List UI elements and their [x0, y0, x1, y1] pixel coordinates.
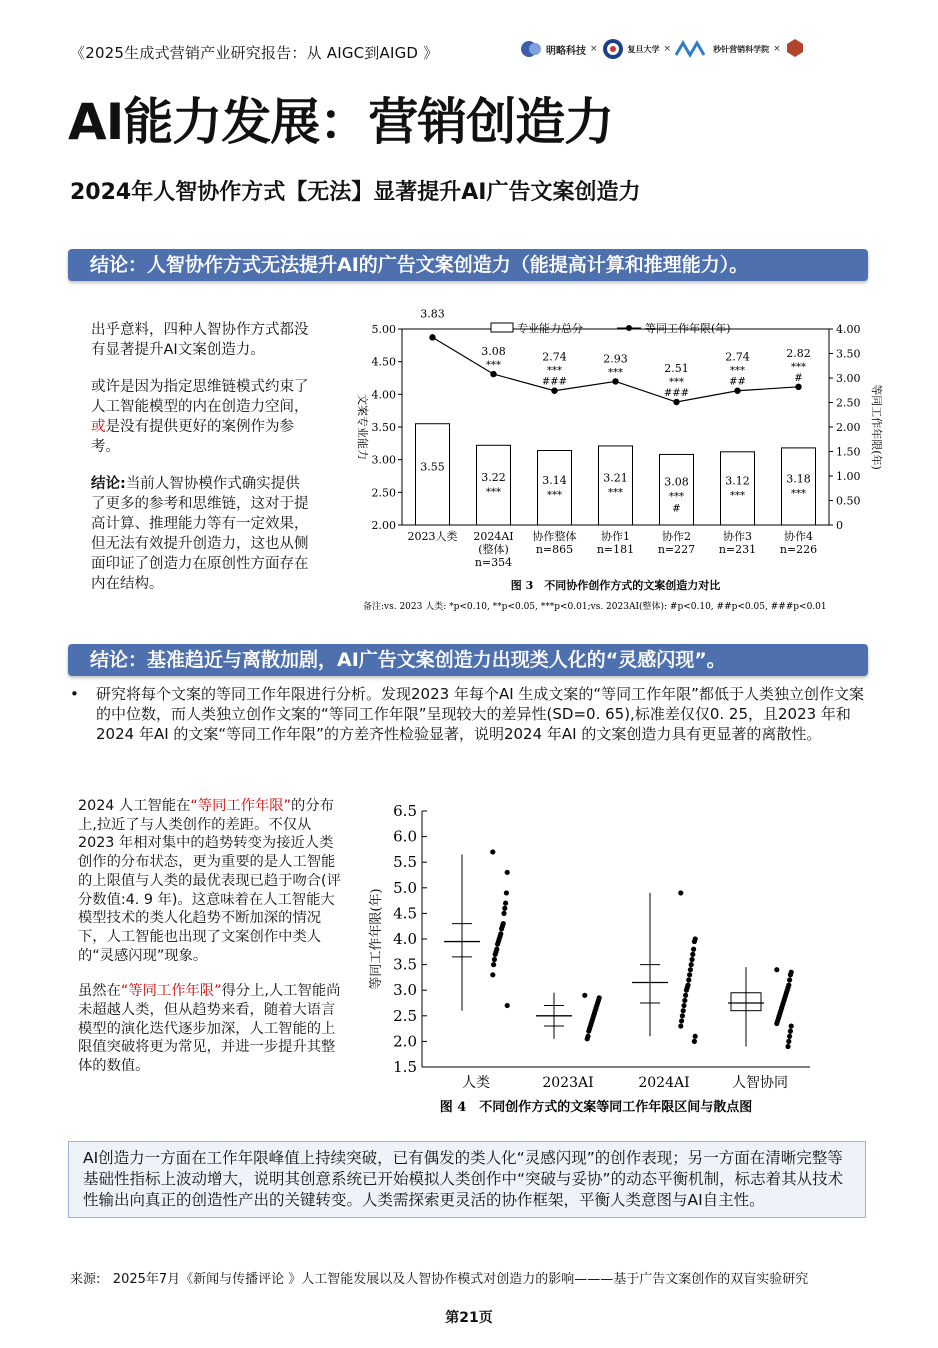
legend-bar-swatch	[491, 323, 513, 332]
y-tick-label: 5.0	[393, 878, 417, 897]
miaozhen-logo-icon	[675, 41, 709, 57]
commentary2-p1: 2024 人工智能在“等同工作年限”的分布上,拉近了与人类创作的差距。不仅从2023 年相对集中的趋势转变为接近人类创作的分布状态，更为重要的是人工智能的上限值与人类的最优表现已趋于吻合(评分数值:4. 9 年)。这意味着在人工智能大模型技术的类人化趋势不断加深的情况下，人工智能也出现了文案创作中类人的“灵感闪现”现象。	[78, 798, 341, 964]
line-significance-mark: ***	[486, 360, 501, 372]
scatter-point	[692, 939, 697, 944]
y-tick-label: 1.5	[393, 1058, 417, 1076]
x-tick-label: 2024AI	[473, 530, 514, 543]
scatter-point	[505, 1003, 510, 1008]
bar-value-label: 3.18	[786, 472, 811, 486]
partner-logos: 明略科技 × 复旦大学 × 秒针营销科学院 ×	[520, 38, 805, 60]
scatter-point	[678, 890, 683, 895]
y2-tick-label: 0	[836, 519, 843, 532]
ai-lab-logo-icon	[785, 38, 805, 60]
scatter-point	[499, 926, 504, 931]
page-subtitle: 2024年人智协作方式【无法】显著提升AI广告文案创造力	[70, 180, 641, 205]
y-tick-label: 5.00	[371, 323, 396, 336]
bar	[477, 445, 511, 525]
x-tick-label: 协作4	[784, 530, 813, 543]
series-point	[490, 371, 496, 377]
x-tick-n: n=865	[535, 543, 574, 556]
scatter-point	[585, 1036, 590, 1041]
figure3-chart	[345, 307, 885, 615]
y2-tick-label: 3.50	[836, 347, 861, 361]
line-value-label: 3.83	[420, 307, 445, 321]
bar-value-label: 3.14	[542, 473, 567, 487]
scatter-point	[586, 1029, 591, 1034]
x-tick-label-2: (整体)	[478, 543, 509, 556]
line-value-label: 2.93	[603, 352, 628, 366]
commentary2-p2: 虽然在“等同工作年限”得分上,人工智能尚未超越人类，但从趋势来看，随着大语言模型的演化迭代逐步加深，人工智能的上限值突破将更为常见，并进一步提升其整体的数值。	[78, 983, 341, 1075]
line-significance-mark: ***	[791, 361, 806, 373]
line-significance-mark: ***	[730, 365, 745, 377]
scatter-point	[690, 952, 695, 957]
scatter-point	[686, 977, 691, 982]
y-tick-label: 4.5	[393, 904, 417, 923]
conclusion-banner-2: 结论：基准趋近与离散加剧，AI广告文案创造力出现类人化的“灵感闪现”。	[68, 644, 868, 676]
left-commentary	[91, 320, 313, 611]
line-significance-mark: ###	[663, 388, 690, 400]
bar-value-label: 3.22	[481, 471, 506, 485]
scatter-point	[691, 947, 696, 952]
y-tick-label: 3.5	[393, 955, 417, 974]
line-value-label: 2.74	[542, 350, 567, 364]
scatter-point	[692, 1039, 697, 1044]
scatter-point	[681, 1003, 686, 1008]
bar	[538, 451, 572, 525]
y2-tick-label: 2.00	[836, 421, 861, 434]
y-tick-label: 3.0	[393, 981, 417, 1000]
y-axis-label: 等同工作年限(年)	[369, 888, 384, 990]
figure4-svg	[360, 795, 820, 1125]
scatter-point	[491, 962, 496, 967]
legend-bar-label: 专业能力总分	[517, 322, 583, 335]
miaozhen-logo-text: 秒针营销科学院	[713, 44, 770, 54]
scatter-point	[789, 1023, 794, 1028]
scatter-point	[787, 977, 792, 982]
x-tick-label: 2023人类	[407, 530, 458, 543]
scatter-point	[774, 967, 779, 972]
x-tick-label: 人类	[462, 1075, 490, 1091]
line-significance-mark: ##	[729, 376, 746, 388]
fudan-logo-text: 复旦大学	[627, 44, 660, 54]
chart-title: 图 4 不同创作方式的文案等同工作年限区间与散点图	[439, 1100, 753, 1115]
y2-tick-label: 1.00	[836, 470, 861, 483]
x-tick-n: n=226	[779, 543, 818, 556]
line-value-label: 2.82	[786, 346, 811, 360]
fudan-seal-icon	[602, 38, 624, 60]
scatter-point	[689, 962, 694, 967]
x-tick-label: 协作整体	[532, 530, 577, 543]
bar	[782, 448, 816, 525]
x-tick-label: 人智协同	[732, 1075, 788, 1091]
y-tick-label: 2.00	[371, 519, 396, 532]
bar-significance-mark: ***	[486, 487, 501, 499]
scatter-point	[490, 972, 495, 977]
scatter-point	[689, 957, 694, 962]
page-number: 第21页	[445, 1310, 493, 1326]
y2-tick-label: 1.50	[836, 445, 861, 459]
scatter-point	[503, 901, 508, 906]
legend-line-marker	[626, 325, 632, 331]
y-tick-label: 3.50	[371, 421, 396, 434]
bar-significance-mark: ***	[669, 491, 684, 503]
scatter-point	[688, 967, 693, 972]
bar	[416, 424, 450, 525]
page-title: AI能力发展：营销创造力	[68, 93, 614, 151]
y-tick-label: 6.0	[393, 827, 417, 846]
scatter-point	[681, 1008, 686, 1013]
scatter-point	[490, 849, 495, 854]
commentary-p1: 出乎意料，四种人智协作方式都没有显著提升AI文案创造力。	[91, 322, 309, 358]
y2-tick-label: 4.00	[836, 323, 861, 336]
y-tick-label: 2.0	[393, 1032, 417, 1051]
chart-note: 备注:vs. 2023 人类: *p<0.10, **p<0.05, ***p<0.01;vs. 2023AI(整体): #p<0.10, ##p<0.05, ###p<0.01	[363, 602, 827, 612]
bar	[599, 446, 633, 525]
y2-tick-label: 3.00	[836, 372, 861, 385]
y-tick-label: 4.00	[371, 388, 396, 402]
x-tick-n: n=231	[718, 543, 757, 556]
y2-axis-label: 等同工作年限(年)	[870, 384, 883, 470]
scatter-point	[504, 890, 509, 895]
figure4-chart	[360, 795, 820, 1125]
scatter-point	[582, 993, 587, 998]
bullet-dot-icon: •	[70, 685, 79, 703]
commentary-p2: 或许是因为指定思维链模式约束了人工智能模型的内在创造力空间，或是没有提供更好的案例作为参考。	[91, 379, 309, 455]
y-tick-label: 4.50	[371, 355, 396, 369]
scatter-point	[787, 1034, 792, 1039]
x-tick-label: 协作1	[601, 530, 630, 543]
y-tick-label: 6.5	[393, 802, 417, 820]
y2-tick-label: 2.50	[836, 396, 861, 410]
scatter-point	[682, 998, 687, 1003]
bar-value-label: 3.08	[664, 475, 689, 489]
y-axis-label: 文案专业能力	[356, 394, 369, 460]
line-value-label: 2.74	[725, 350, 750, 364]
minglue-logo-icon	[520, 40, 542, 58]
x-tick-label: 2024AI	[638, 1075, 690, 1091]
y-tick-label: 5.5	[393, 853, 417, 872]
bar-significance-mark: #	[672, 503, 681, 515]
bar-significance-mark: ***	[547, 489, 562, 501]
left-commentary-2	[78, 797, 342, 1093]
scatter-point	[693, 1034, 698, 1039]
scatter-point	[493, 952, 498, 957]
line-significance-mark: ***	[547, 365, 562, 377]
x-tick-n: n=227	[657, 543, 696, 556]
bar-value-label: 3.21	[603, 471, 628, 485]
bar	[721, 452, 755, 525]
x-tick-n: n=354	[474, 556, 513, 569]
scatter-point	[495, 942, 500, 947]
series-point	[612, 378, 618, 384]
scatter-point	[774, 1021, 779, 1026]
summary-box: AI创造力一方面在工作年限峰值上持续突破，已有偶发的类人化“灵感闪现”的创作表现；另一方面在清晰完整等基础性指标上波动增大，说明其创意系统已开始模拟人类创作中“突破与妥协”的动态平衡机制，标志着其从技术性输出向真正的创造性产出的关键转变。人类需探索更灵活的协作框架，平衡人类意图与AI自主性。	[68, 1141, 866, 1218]
x-tick-label: 协作2	[662, 530, 691, 543]
x-tick-n: n=181	[596, 543, 635, 556]
scatter-point	[788, 972, 793, 977]
scatter-point	[786, 1039, 791, 1044]
figure3-svg	[345, 307, 885, 615]
scatter-point	[501, 911, 506, 916]
y-tick-label: 3.00	[371, 453, 396, 467]
bar-value-label: 3.55	[420, 460, 445, 474]
y-tick-label: 2.50	[371, 486, 396, 500]
legend-line-label: 等同工作年限(年)	[645, 322, 731, 335]
x-tick-label: 2023AI	[542, 1075, 594, 1091]
scatter-point	[505, 870, 510, 875]
source-citation: 来源: 2025年7月《新闻与传播评论 》人工智能发展以及人智协作模式对创造力的影响———基于广告文案创作的双盲实验研究	[70, 1272, 809, 1287]
y2-tick-label: 0.50	[836, 494, 861, 508]
y-tick-label: 2.5	[393, 1006, 417, 1025]
report-title: 《2025生成式营销产业研究报告：从 AIGC到AIGD 》	[70, 44, 439, 62]
line-value-label: 3.08	[481, 345, 506, 359]
series-point	[673, 399, 679, 405]
scatter-point	[492, 957, 497, 962]
scatter-point	[785, 1044, 790, 1049]
chart-title: 图 3 不同协作创作方式的文案创造力对比	[510, 579, 721, 592]
x-tick-label: 协作3	[723, 530, 752, 543]
series-point	[795, 384, 801, 390]
commentary-p3: 结论:当前人智协模作式确实提供了更多的参考和思维链，这对于提高计算、推理能力等有一定效果，但无法有效提升创造力，这也从侧面印证了创造力在原创性方面存在内在结构。	[91, 476, 309, 592]
series-point	[429, 334, 435, 340]
bar-significance-mark: ***	[608, 487, 623, 499]
analysis-text: 研究将每个文案的等同工作年限进行分析。发现2023 年每个AI 生成文案的“等同工作年限”都低于人类独立创作文案的中位数，而人类独立创作文案的“等同工作年限”呈现较大的差异性(SD=0. 65),标准差仅仅0. 25，且2023 年和2024 年AI 的文案“等同工作年限”的方差齐性检验显著，说明2024 年AI 的文案创造力具有更显著的离散性。	[96, 685, 864, 743]
line-value-label: 2.51	[664, 362, 689, 376]
series-point	[551, 388, 557, 394]
series-point	[734, 388, 740, 394]
scatter-point	[679, 1018, 684, 1023]
scatter-point	[788, 1029, 793, 1034]
scatter-point	[687, 972, 692, 977]
scatter-point	[680, 1013, 685, 1018]
bar-value-label: 3.12	[725, 474, 750, 488]
scatter-point	[683, 993, 688, 998]
bar-significance-mark: ***	[730, 490, 745, 502]
conclusion-banner-1: 结论：人智协作方式无法提升AI的广告文案创造力（能提高计算和推理能力）。	[68, 249, 868, 281]
analysis-bullet	[70, 684, 870, 744]
scatter-point	[502, 906, 507, 911]
line-significance-mark: ***	[669, 377, 684, 389]
scatter-point	[678, 1023, 683, 1028]
minglue-logo-text: 明略科技	[546, 45, 586, 57]
line-significance-mark: ###	[541, 376, 568, 388]
line-significance-mark: ***	[608, 367, 623, 379]
y-tick-label: 4.0	[393, 930, 417, 948]
bar-significance-mark: ***	[791, 488, 806, 500]
line-significance-mark: #	[794, 372, 803, 384]
scatter-point	[684, 988, 689, 993]
